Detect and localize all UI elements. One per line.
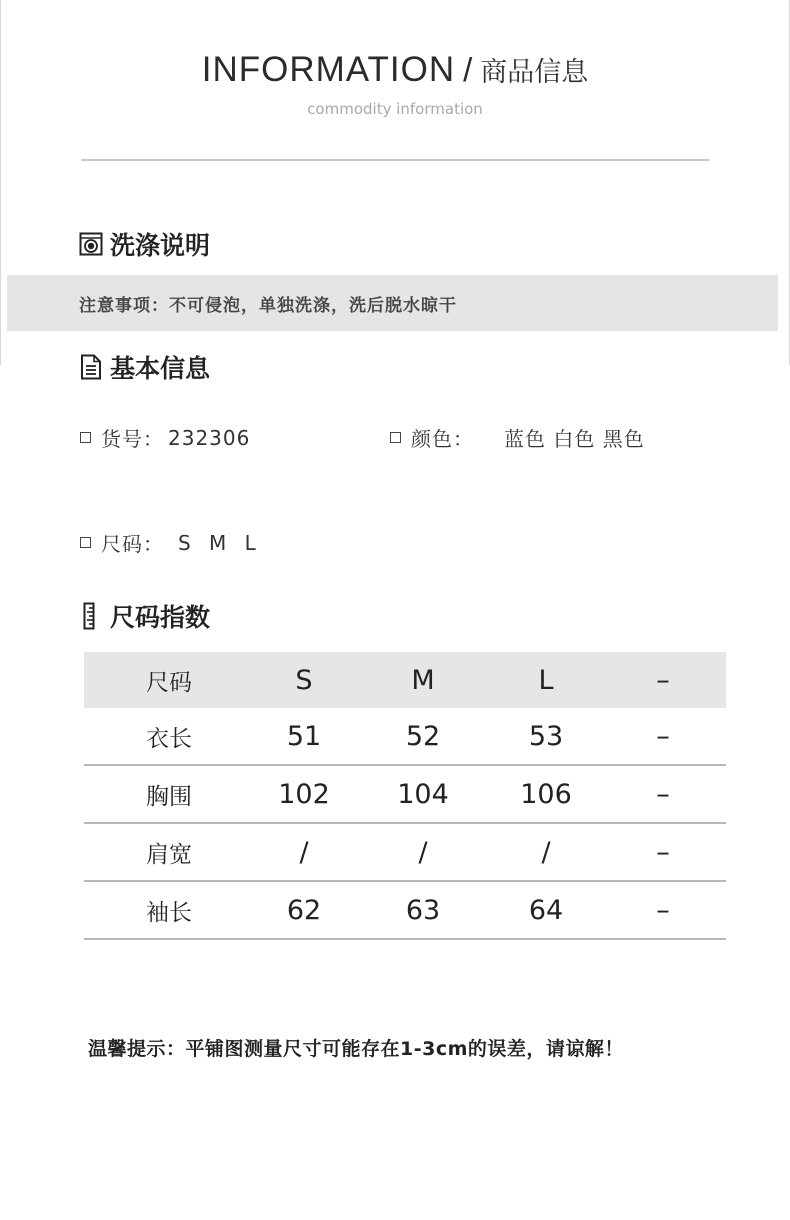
row-label: 袖长 [84,881,254,939]
header-cell: 尺码 [84,652,254,708]
table-cell: – [600,823,726,881]
size-index-title-text: 尺码指数 [110,603,211,632]
table-cell: – [600,708,726,765]
basic-info-title-text: 基本信息 [110,354,211,383]
washing-machine-icon [78,230,104,258]
table-cell: 62 [254,881,354,939]
title-english: INFORMATION [201,50,456,89]
table-cell: 52 [354,708,492,765]
basic-info-section-title [78,349,210,385]
size-field [80,528,262,557]
table-cell: 106 [492,765,600,823]
item-number-field [80,423,250,452]
size-table [84,652,726,940]
table-cell: 63 [354,881,492,939]
row-label: 胸围 [84,765,254,823]
header-cell: S [254,652,354,708]
checkbox-square-icon [80,537,91,548]
page-title [0,50,790,90]
table-cell: – [600,765,726,823]
table-cell: 53 [492,708,600,765]
row-label: 衣长 [84,708,254,765]
title-divider [81,159,709,161]
table-row [84,881,726,939]
footer-note: 温馨提示：平铺图测量尺寸可能存在1-3cm的误差，请谅解！ [88,1038,624,1060]
checkbox-square-icon [80,432,91,443]
header-cell: L [492,652,600,708]
title-chinese: 商品信息 [480,57,589,88]
table-cell: / [492,823,600,881]
table-row [84,708,726,765]
color-value: 蓝色 白色 黑色 [504,427,645,451]
table-cell: – [600,881,726,939]
table-cell: 104 [354,765,492,823]
washing-title-text: 洗涤说明 [110,231,211,260]
washing-section-title [78,226,210,262]
table-cell: 102 [254,765,354,823]
color-field [390,423,645,452]
size-label: 尺码： [101,532,164,556]
table-cell: / [254,823,354,881]
table-cell: 51 [254,708,354,765]
item-number-value: 232306 [168,425,251,450]
ruler-icon [80,602,98,630]
washing-note: 注意事项：不可侵泡，单独洗涤，洗后脱水晾干 [79,296,457,316]
row-label: 肩宽 [84,823,254,881]
table-cell: / [354,823,492,881]
header-cell: – [600,652,726,708]
checkbox-square-icon [390,432,401,443]
header-cell: M [354,652,492,708]
page-subtitle: commodity information [307,100,483,118]
table-row [84,765,726,823]
item-number-label: 货号： [101,427,164,451]
table-cell: 64 [492,881,600,939]
size-table-header [84,652,726,708]
document-icon [78,353,104,381]
title-slash: / [463,51,473,88]
size-index-section-title [80,598,210,634]
color-label: 颜色： [411,427,474,451]
table-row [84,823,726,881]
size-value: S M L [178,530,262,555]
